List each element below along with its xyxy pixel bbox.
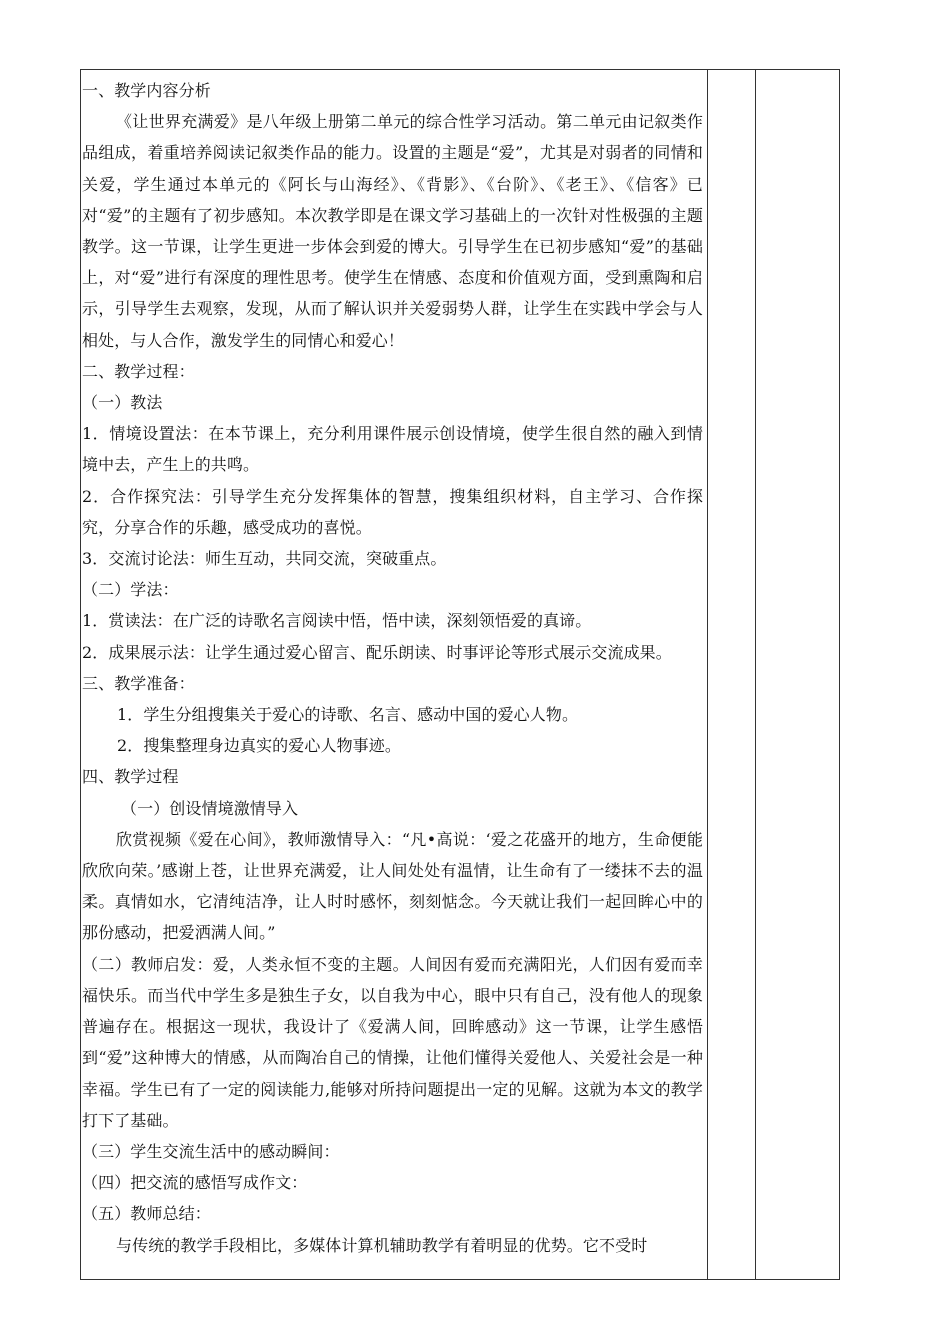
paragraph-content-analysis: 《让世界充满爱》是八年级上册第二单元的综合性学习活动。第二单元由记叙类作品组成，着重培养阅读记叙类作品的能力。设置的主题是“爱”，尤其是对弱者的同情和关爱，学生通过本单元的《阿长与山海经》、《背影》、《台阶》、《老王》、《信客》已对“爱”的主题有了初步感知。本次教学即是在课文学习基础上的一次针对性极强的主题教学。这一节课，让学生更进一步体会到爱的博大。引导学生在已初步感知“爱”的基础上，对“爱”进行有深度的理性思考。使学生在情感、态度和价值观方面，受到熏陶和启示，引导学生去观察，发现，从而了解认识并关爱弱势人群，让学生在实践中学会与人相处，与人合作，激发学生的同情心和爱心！ (82, 112, 703, 350)
method-item-3: 3．交流讨论法：师生互动，共同交流，突破重点。 (82, 549, 447, 569)
procedure-step-5: （五）教师总结： (82, 1204, 211, 1224)
preparation-item-1: 1．学生分组搜集关于爱心的诗歌、名言、感动中国的爱心人物。 (117, 705, 579, 725)
procedure-step-2: （二）教师启发：爱，人类永恒不变的主题。人间因有爱而充满阳光，人们因有爱而幸福快乐。而当代中学生多是独生子女，以自我为中心，眼中只有自己，没有他人的现象普遍存在。根据这一现状，我设计了《爱满人间，回眸感动》这一节课，让学生感悟到“爱”这种博大的情感，从而陶冶自己的情操，让他们懂得关爱他人、关爱社会是一种幸福。学生已有了一定的阅读能力,能够对所持问题提出一定的见解。这就为本文的教学打下了基础。 (82, 954, 703, 1130)
column-divider-2 (755, 70, 756, 1279)
procedure-step-3: （三）学生交流生活中的感动瞬间： (82, 1141, 340, 1161)
lesson-plan-table (80, 69, 840, 1280)
procedure-step-1-text: 欣赏视频《爱在心间》，教师激情导入：“凡•高说：‘爱之花盛开的地方，生命便能欣欣向荣。’感谢上苍，让世界充满爱，让人间处处有温情，让生命有了一缕抹不去的温柔。真情如水，它清纯洁净，让人时时感怀，刻刻惦念。今天就让我们一起回眸心中的那份感动，把爱洒满人间。” (82, 829, 703, 943)
column-divider-1 (707, 70, 708, 1279)
subheading-teaching-methods: （一）教法 (82, 393, 163, 413)
section-heading-preparation: 三、教学准备： (82, 673, 195, 693)
content-cell (81, 70, 703, 1281)
section-heading-content-analysis: 一、教学内容分析 (82, 81, 211, 100)
learning-item-1: 1．赏读法：在广泛的诗歌名言阅读中悟，悟中读，深刻领悟爱的真谛。 (82, 611, 592, 631)
subheading-learning-methods: （二）学法： (82, 580, 179, 600)
preparation-item-2: 2．搜集整理身边真实的爱心人物事迹。 (117, 736, 401, 756)
summary-paragraph: 与传统的教学手段相比，多媒体计算机辅助教学有着明显的优势。它不受时 (116, 1235, 648, 1255)
section-heading-teaching-procedure: 四、教学过程 (82, 767, 179, 787)
procedure-step-4: （四）把交流的感悟写成作文： (82, 1173, 308, 1193)
procedure-step-1-heading: （一）创设情境激情导入 (121, 798, 299, 818)
section-heading-teaching-process: 二、教学过程： (82, 361, 195, 381)
method-item-1: 1．情境设置法：在本节课上，充分利用课件展示创设情境，使学生很自然的融入到情境中去，产生上的共鸣。 (82, 424, 703, 475)
method-item-2: 2．合作探究法：引导学生充分发挥集体的智慧，搜集组织材料，自主学习、合作探究，分享合作的乐趣，感受成功的喜悦。 (82, 486, 703, 537)
learning-item-2: 2．成果展示法：让学生通过爱心留言、配乐朗读、时事评论等形式展示交流成果。 (82, 642, 672, 662)
